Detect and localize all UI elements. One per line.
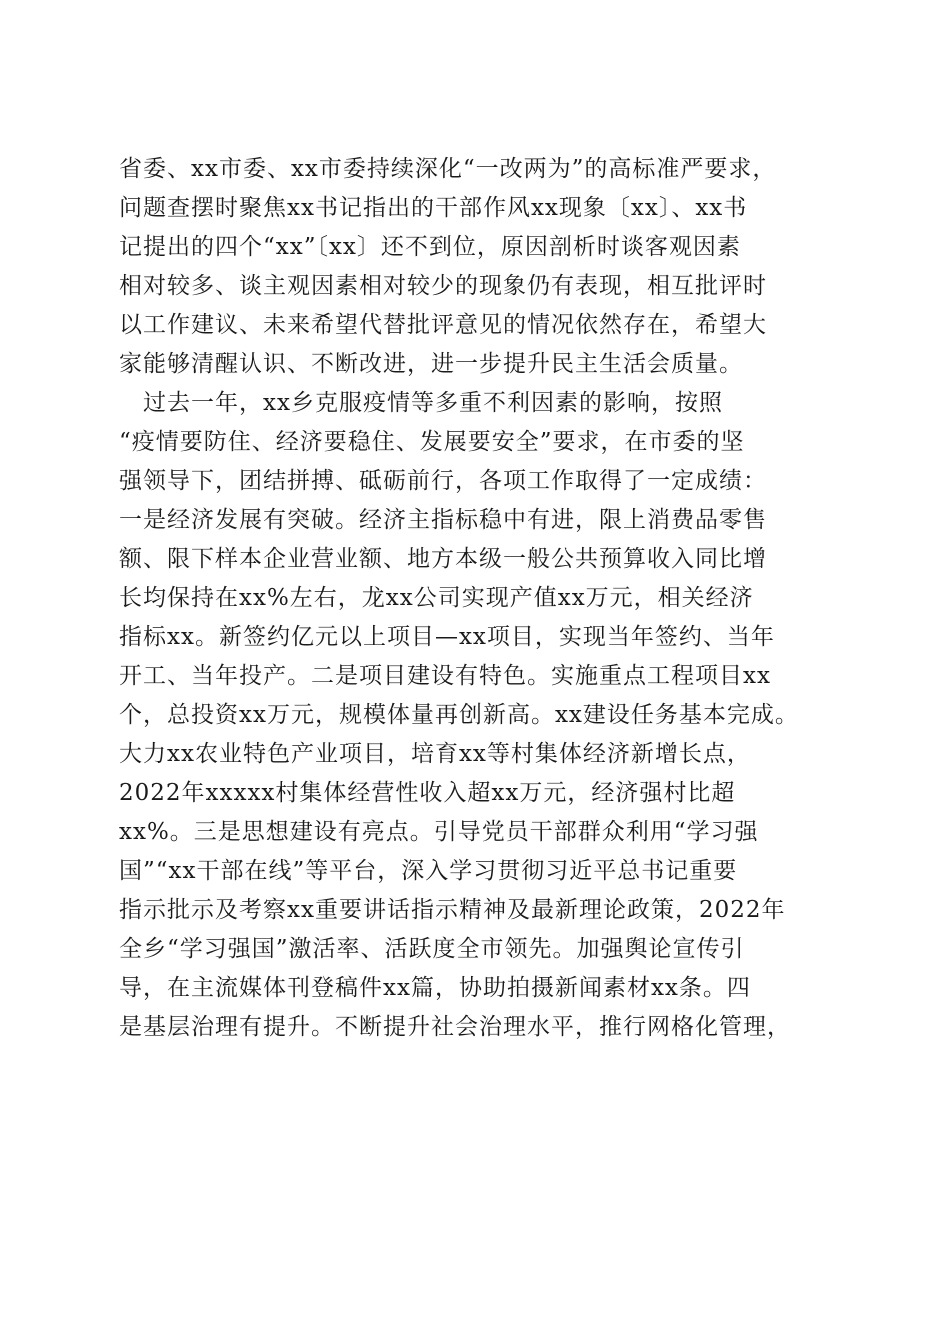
text-line: 导，在主流媒体刊登稿件xx篇，协助拍摄新闻素材xx条。四 — [119, 975, 751, 1001]
text-line: 问题查摆时聚焦xx书记指出的干部作风xx现象〔xx〕、xx书 — [119, 195, 748, 221]
text-line: 一是经济发展有突破。经济主指标稳中有进，限上消费品零售 — [119, 507, 767, 533]
text-line: 国”“xx干部在线”等平台，深入学习贯彻习近平总书记重要 — [119, 858, 738, 884]
text-line: 长均保持在xx%左右，龙xx公司实现产值xx万元，相关经济 — [119, 585, 754, 611]
text-line: 全乡“学习强国”激活率、活跃度全市领先。加强舆论宣传引 — [119, 936, 745, 962]
text-line: 过去一年，xx乡克服疫情等多重不利因素的影响，按照 — [119, 390, 723, 416]
text-line: xx%。三是思想建设有亮点。引导党员干部群众利用“学习强 — [119, 819, 759, 845]
text-line: 大力xx农业特色产业项目，培育xx等村集体经济新增长点， — [119, 741, 751, 767]
text-line: 指示批示及考察xx重要讲话指示精神及最新理论政策，2022年 — [119, 897, 786, 923]
text-line: 省委、xx市委、xx市委持续深化“一改两为”的高标准严要求， — [119, 156, 777, 182]
text-line: 开工、当年投产。二是项目建设有特色。实施重点工程项目xx — [119, 663, 771, 689]
text-line: 是基层治理有提升。不断提升社会治理水平，推行网格化管理， — [119, 1014, 791, 1040]
text-line: 记提出的四个“xx”〔xx〕还不到位，原因剖析时谈客观因素 — [119, 234, 741, 260]
text-line: 个，总投资xx万元，规模体量再创新高。xx建设任务基本完成。 — [119, 702, 799, 728]
text-line: 以工作建议、未来希望代替批评意见的情况依然存在，希望大 — [119, 312, 767, 338]
text-line: 强领导下，团结拼搏、砥砺前行，各项工作取得了一定成绩： — [119, 468, 767, 494]
text-line: 指标xx。新签约亿元以上项目—xx项目，实现当年签约、当年 — [119, 624, 775, 650]
text-line: “疫情要防住、经济要稳住、发展要安全”要求，在市委的坚 — [119, 429, 745, 455]
text-line: 家能够清醒认识、不断改进，进一步提升民主生活会质量。 — [119, 351, 743, 377]
text-line: 额、限下样本企业营业额、地方本级一般公共预算收入同比增 — [119, 546, 767, 572]
text-line: 相对较多、谈主观因素相对较少的现象仍有表现，相互批评时 — [119, 273, 767, 299]
text-line: 2022年xxxxx村集体经营性收入超xx万元，经济强村比超 — [119, 780, 736, 806]
